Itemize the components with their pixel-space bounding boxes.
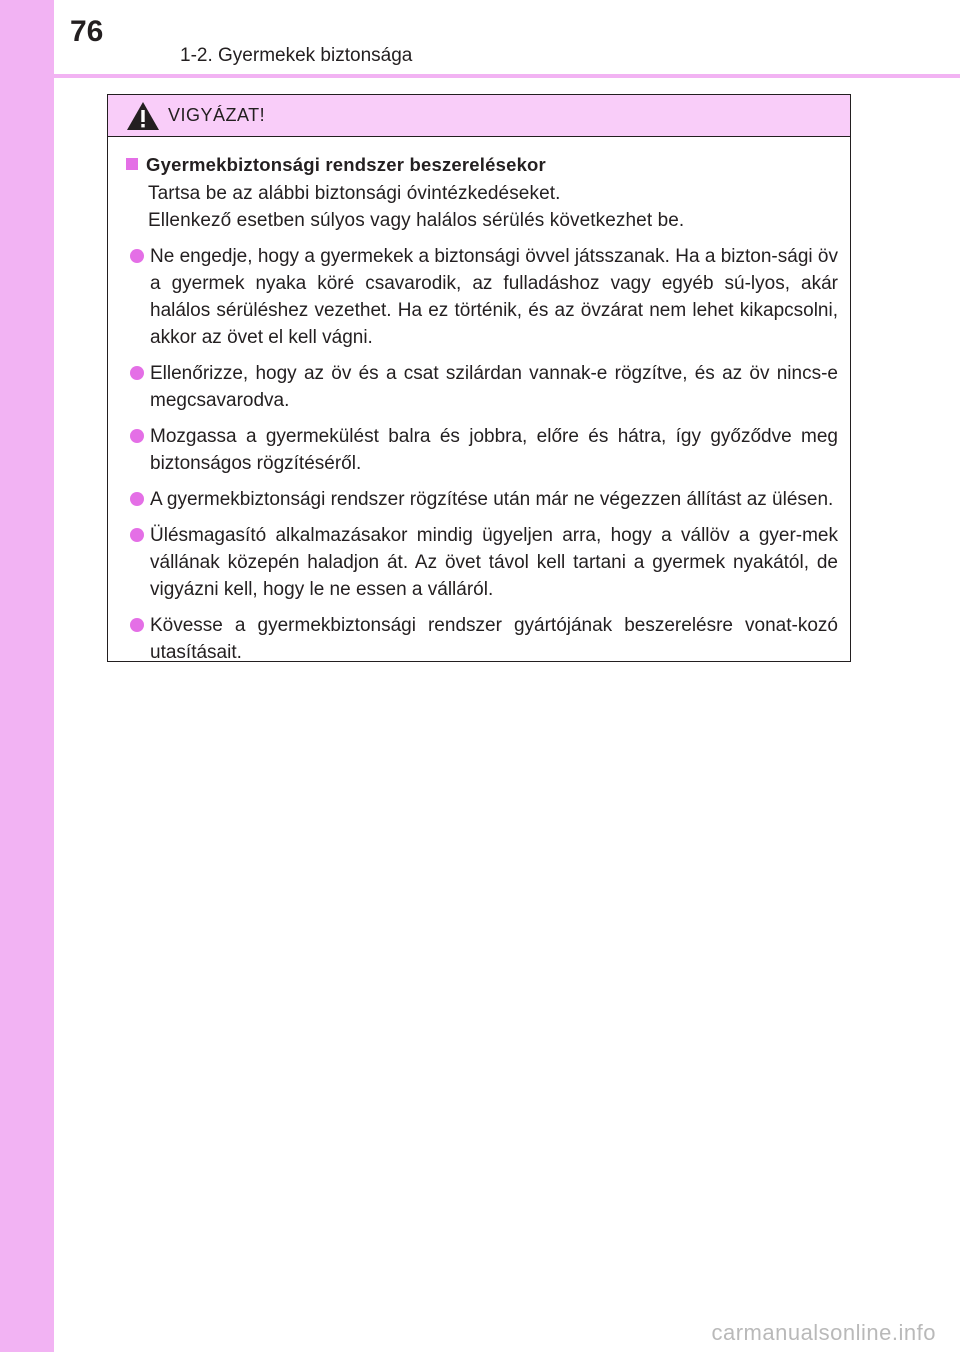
caution-title: VIGYÁZAT!: [168, 105, 266, 125]
bullet-text: Mozgassa a gyermekülést balra és jobbra, előre és hátra, így győződve meg biztonságos rögzítéséről.: [150, 426, 838, 474]
caution-header: [108, 95, 850, 137]
side-color-band: [0, 0, 54, 1352]
circle-bullet-icon: [130, 528, 144, 542]
bullet-item: [126, 360, 840, 414]
caution-intro: [126, 180, 840, 234]
bullet-text: A gyermekbiztonsági rendszer rögzítése után már ne végezzen állítást az ülésen.: [150, 489, 834, 510]
circle-bullet-icon: [130, 429, 144, 443]
bullet-text: Ne engedje, hogy a gyermekek a biztonsági övvel játsszanak. Ha a bizton-sági öv a gyermek nyaka köré csavarodik, az fulladáshoz vagy egyéb sú-lyos, akár halálos sérüléshez vezethet. Ha ez történik, és az övzárat nem lehet kikapcsolni, akkor az övet el kell vágni.: [150, 246, 838, 348]
bullet-text: Ellenőrizze, hogy az öv és a csat szilárdan vannak-e rögzítve, és az öv nincs-e megcsavarodva.: [150, 363, 838, 411]
bullet-text: Kövesse a gyermekbiztonsági rendszer gyártójának beszerelésre vonat-kozó utasításait.: [150, 615, 838, 663]
bullet-text: Ülésmagasító alkalmazásakor mindig ügyeljen arra, hogy a vállöv a gyer-mek vállának közepén haladjon át. Az övet távol kell tartani a gyermek nyakától, de vigyázni kell, hogy le ne essen a válláról.: [150, 525, 838, 600]
bullet-item: [126, 522, 840, 603]
intro-line: Tartsa be az alábbi biztonsági óvintézkedéseket.: [148, 183, 561, 204]
page-number: 76: [70, 15, 104, 48]
bullet-item: [126, 612, 840, 666]
circle-bullet-icon: [130, 618, 144, 632]
section-title: 1-2. Gyermekek biztonsága: [180, 45, 413, 66]
watermark-link[interactable]: carmanualsonline.info: [711, 1320, 936, 1345]
bullet-item: [126, 243, 840, 351]
warning-icon: [126, 101, 160, 131]
caution-body: [108, 137, 850, 666]
bullet-item: [126, 423, 840, 477]
circle-bullet-icon: [130, 249, 144, 263]
circle-bullet-icon: [130, 366, 144, 380]
square-bullet-icon: [126, 158, 138, 170]
circle-bullet-icon: [130, 492, 144, 506]
caution-subhead-text: Gyermekbiztonsági rendszer beszerelésekor: [146, 154, 546, 175]
caution-bullet-list: [126, 243, 840, 666]
header-rule: [54, 74, 960, 78]
intro-line: Ellenkező esetben súlyos vagy halálos sérülés következhet be.: [148, 210, 685, 231]
caution-subhead: [126, 151, 840, 178]
bullet-item: [126, 486, 840, 513]
caution-box: [107, 94, 851, 662]
